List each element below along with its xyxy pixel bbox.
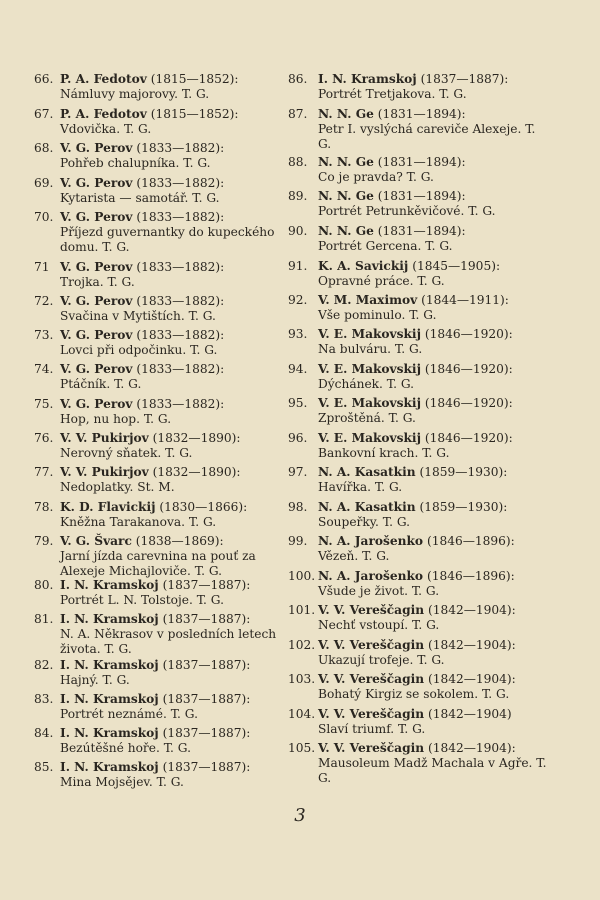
work-title: Nedoplatky. St. M. [60, 480, 175, 494]
artist-name: I. N. Kramskoj [60, 726, 159, 740]
entry-number: 66. [34, 72, 54, 86]
catalog-entry [34, 260, 279, 290]
artist-name: V. G. Perov [60, 141, 133, 155]
artist-name: V. V. Vereščagin [318, 638, 425, 652]
artist-name: V. G. Perov [60, 176, 133, 190]
entry-number: 84. [34, 726, 54, 740]
artist-name: V. G. Perov [60, 294, 133, 308]
page-number: 3 [294, 805, 306, 826]
artist-years: (1837—1887): [162, 726, 251, 740]
artist-years: (1832—1890): [152, 431, 241, 445]
artist-name: V. E. Makovskij [318, 396, 421, 410]
catalog-entry [288, 224, 550, 254]
artist-name: N. N. Ge [318, 189, 374, 203]
catalog-entry [288, 603, 550, 633]
artist-years: (1842—1904): [427, 672, 516, 686]
catalog-entry [34, 328, 279, 358]
artist-name: P. A. Fedotov [60, 72, 147, 86]
work-title: Zproštěná. T. G. [318, 411, 416, 425]
catalog-entry [288, 741, 550, 786]
artist-name: I. N. Kramskoj [60, 760, 159, 774]
artist-name: P. A. Fedotov [60, 107, 147, 121]
catalog-entry [288, 569, 550, 599]
catalog-entry [288, 327, 550, 357]
artist-name: K. D. Flavickij [60, 500, 156, 514]
catalog-entry [288, 534, 550, 564]
work-title: Jarní jízda carevnina na pouť za Alexeje Michajloviče. T. G. [60, 549, 256, 578]
artist-years: (1842—1904): [427, 603, 516, 617]
work-title: Ptáčník. T. G. [60, 377, 142, 391]
work-title: Soupeřky. T. G. [318, 515, 411, 529]
work-title: Portrét neznámé. T. G. [60, 707, 198, 721]
catalog-entry [288, 293, 550, 323]
entry-number: 105. [288, 741, 316, 755]
entry-number: 95. [288, 396, 308, 410]
catalog-entry [34, 294, 279, 324]
artist-years: (1842—1904): [427, 638, 516, 652]
catalog-entry [288, 155, 550, 185]
artist-name: V. G. Perov [60, 397, 133, 411]
artist-years: (1845—1905): [412, 259, 501, 273]
artist-years: (1833—1882): [136, 260, 225, 274]
entry-number: 83. [34, 692, 54, 706]
work-title: Příjezd guvernantky do kupeckého domu. T. G. [60, 225, 275, 254]
artist-years: (1846—1896): [426, 569, 515, 583]
artist-name: I. N. Kramskoj [60, 612, 159, 626]
catalog-entry [34, 726, 279, 756]
entry-number: 96. [288, 431, 308, 445]
artist-years: (1842—1904): [427, 741, 516, 755]
entry-number: 92. [288, 293, 308, 307]
artist-name: V. E. Makovskij [318, 362, 421, 376]
work-title: Na bulváru. T. G. [318, 342, 423, 356]
entry-number: 85. [34, 760, 54, 774]
catalog-entry [288, 259, 550, 289]
work-title: Kněžna Tarakanova. T. G. [60, 515, 217, 529]
artist-years: (1859—1930): [419, 500, 508, 514]
artist-name: N. N. Ge [318, 155, 374, 169]
artist-years: (1846—1920): [424, 327, 513, 341]
artist-years: (1837—1887): [420, 72, 509, 86]
artist-name: I. N. Kramskoj [318, 72, 417, 86]
entry-number: 88. [288, 155, 308, 169]
catalog-entry [34, 141, 279, 171]
artist-years: (1833—1882): [136, 210, 225, 224]
entry-number: 67. [34, 107, 54, 121]
artist-years: (1846—1920): [424, 362, 513, 376]
entry-number: 78. [34, 500, 54, 514]
entry-number: 97. [288, 465, 308, 479]
entry-number: 86. [288, 72, 308, 86]
entry-number: 89. [288, 189, 308, 203]
artist-name: V. V. Pukirjov [60, 465, 149, 479]
artist-years: (1837—1887): [162, 578, 251, 592]
artist-years: (1831—1894): [377, 189, 466, 203]
entry-number: 104. [288, 707, 316, 721]
catalog-entry [34, 362, 279, 392]
artist-name: V. V. Vereščagin [318, 707, 425, 721]
entry-number: 72. [34, 294, 54, 308]
artist-name: I. N. Kramskoj [60, 658, 159, 672]
catalog-entry [34, 431, 279, 461]
entry-number: 68. [34, 141, 54, 155]
artist-years: (1837—1887): [162, 612, 251, 626]
catalog-entry [288, 500, 550, 530]
entry-number: 87. [288, 107, 308, 121]
entry-number: 76. [34, 431, 54, 445]
work-title: Vše pominulo. T. G. [318, 308, 437, 322]
artist-name: V. G. Švarc [60, 534, 132, 548]
work-title: Všude je život. T. G. [318, 584, 440, 598]
work-title: Bezútěšné hoře. T. G. [60, 741, 191, 755]
catalog-entry [34, 534, 279, 579]
catalog-entry [34, 107, 279, 137]
catalog-entry [288, 638, 550, 668]
artist-name: V. E. Makovskij [318, 431, 421, 445]
artist-years: (1837—1887): [162, 692, 251, 706]
entry-number: 99. [288, 534, 308, 548]
work-title: Svačina v Mytištích. T. G. [60, 309, 216, 323]
entry-number: 73. [34, 328, 54, 342]
entry-number: 77. [34, 465, 54, 479]
artist-years: (1833—1882): [136, 294, 225, 308]
work-title: Vězeň. T. G. [318, 549, 390, 563]
work-title: Bohatý Kirgiz se sokolem. T. G. [318, 687, 510, 701]
catalog-entry [34, 210, 279, 255]
work-title: Portrét Gercena. T. G. [318, 239, 453, 253]
artist-years: (1833—1882): [136, 176, 225, 190]
work-title: Pohřeb chalupníka. T. G. [60, 156, 211, 170]
catalog-entry [288, 72, 550, 102]
artist-name: N. A. Jarošenko [318, 569, 424, 583]
artist-years: (1837—1887): [162, 760, 251, 774]
artist-years: (1846—1920): [424, 431, 513, 445]
artist-name: V. G. Perov [60, 362, 133, 376]
artist-years: (1844—1911): [421, 293, 509, 307]
catalog-entry [288, 707, 550, 737]
catalog-entry [34, 465, 279, 495]
catalog-entry [288, 672, 550, 702]
work-title: Trojka. T. G. [60, 275, 135, 289]
entry-number: 91. [288, 259, 308, 273]
artist-name: N. N. Ge [318, 224, 374, 238]
work-title: Co je pravda? T. G. [318, 170, 434, 184]
artist-name: V. G. Perov [60, 328, 133, 342]
artist-years: (1859—1930): [419, 465, 508, 479]
artist-years: (1833—1882): [136, 328, 225, 342]
artist-name: N. A. Jarošenko [318, 534, 424, 548]
entry-number: 70. [34, 210, 54, 224]
work-title: Dýchánek. T. G. [318, 377, 415, 391]
entry-number: 98. [288, 500, 308, 514]
artist-name: V. M. Maximov [318, 293, 418, 307]
artist-name: V. V. Vereščagin [318, 603, 425, 617]
catalog-entry [288, 431, 550, 461]
work-title: N. A. Někrasov v posledních letech života. T. G. [60, 627, 277, 656]
artist-years: (1833—1882): [136, 141, 225, 155]
entry-number: 102. [288, 638, 316, 652]
catalog-entry [34, 692, 279, 722]
work-title: Portrét Tretjakova. T. G. [318, 87, 467, 101]
catalog-entry [288, 396, 550, 426]
artist-name: V. G. Perov [60, 210, 133, 224]
artist-years: (1833—1882): [136, 397, 225, 411]
work-title: Hajný. T. G. [60, 673, 130, 687]
catalog-entry [288, 362, 550, 392]
catalog-entry [288, 107, 550, 152]
entry-number: 81. [34, 612, 54, 626]
entry-number: 90. [288, 224, 308, 238]
artist-years: (1831—1894): [377, 224, 466, 238]
work-title: Ukazují trofeje. T. G. [318, 653, 445, 667]
entry-number: 74. [34, 362, 54, 376]
work-title: Nerovný sňatek. T. G. [60, 446, 193, 460]
artist-name: V. V. Vereščagin [318, 672, 425, 686]
work-title: Lovci při odpočinku. T. G. [60, 343, 218, 357]
artist-name: V. V. Vereščagin [318, 741, 425, 755]
entry-number: 69. [34, 176, 54, 190]
artist-years: (1837—1887): [162, 658, 251, 672]
catalog-entry [288, 189, 550, 219]
artist-years: (1833—1882): [136, 362, 225, 376]
work-title: Petr I. vyslýchá careviče Alexeje. T. G. [318, 122, 536, 151]
artist-years: (1838—1869): [135, 534, 224, 548]
entry-number: 101. [288, 603, 316, 617]
entry-number: 103. [288, 672, 316, 686]
artist-years: (1815—1852): [150, 72, 239, 86]
catalog-entry [288, 465, 550, 495]
catalog-entry [34, 397, 279, 427]
work-title: Kytarista — samotář. T. G. [60, 191, 220, 205]
work-title: Námluvy majorovy. T. G. [60, 87, 210, 101]
work-title: Havířka. T. G. [318, 480, 403, 494]
artist-name: N. A. Kasatkin [318, 500, 416, 514]
entry-number: 75. [34, 397, 54, 411]
work-title: Hop, nu hop. T. G. [60, 412, 172, 426]
entry-number: 93. [288, 327, 308, 341]
work-title: Vdovička. T. G. [60, 122, 152, 136]
artist-years: (1831—1894): [377, 107, 466, 121]
artist-name: V. E. Makovskij [318, 327, 421, 341]
artist-years: (1846—1896): [426, 534, 515, 548]
catalog-entry [34, 612, 279, 657]
work-title: Slaví triumf. T. G. [318, 722, 426, 736]
work-title: Portrét L. N. Tolstoje. T. G. [60, 593, 224, 607]
work-title: Mina Mojsějev. T. G. [60, 775, 184, 789]
entry-number: 71 [34, 260, 50, 274]
artist-years: (1831—1894): [377, 155, 466, 169]
entry-number: 94. [288, 362, 308, 376]
artist-years: (1815—1852): [150, 107, 239, 121]
artist-years: (1830—1866): [159, 500, 248, 514]
artist-name: N. A. Kasatkin [318, 465, 416, 479]
catalog-entry [34, 72, 279, 102]
catalog-entry [34, 500, 279, 530]
artist-name: V. V. Pukirjov [60, 431, 149, 445]
artist-name: I. N. Kramskoj [60, 578, 159, 592]
entry-number: 79. [34, 534, 54, 548]
work-title: Bankovní krach. T. G. [318, 446, 450, 460]
work-title: Portrét Petrunkěvičové. T. G. [318, 204, 496, 218]
catalog-entry [34, 760, 279, 790]
work-title: Nechť vstoupí. T. G. [318, 618, 440, 632]
work-title: Mausoleum Madž Machala v Agře. T. G. [318, 756, 547, 785]
artist-years: (1842—1904) [427, 707, 512, 721]
work-title: Opravné práce. T. G. [318, 274, 445, 288]
entry-number: 100. [288, 569, 316, 583]
artist-name: N. N. Ge [318, 107, 374, 121]
catalog-entry [34, 176, 279, 206]
artist-name: K. A. Savickij [318, 259, 409, 273]
catalog-entry [34, 578, 279, 608]
artist-name: V. G. Perov [60, 260, 133, 274]
catalog-entry [34, 658, 279, 688]
entry-number: 82. [34, 658, 54, 672]
artist-years: (1832—1890): [152, 465, 241, 479]
artist-years: (1846—1920): [424, 396, 513, 410]
entry-number: 80. [34, 578, 54, 592]
artist-name: I. N. Kramskoj [60, 692, 159, 706]
